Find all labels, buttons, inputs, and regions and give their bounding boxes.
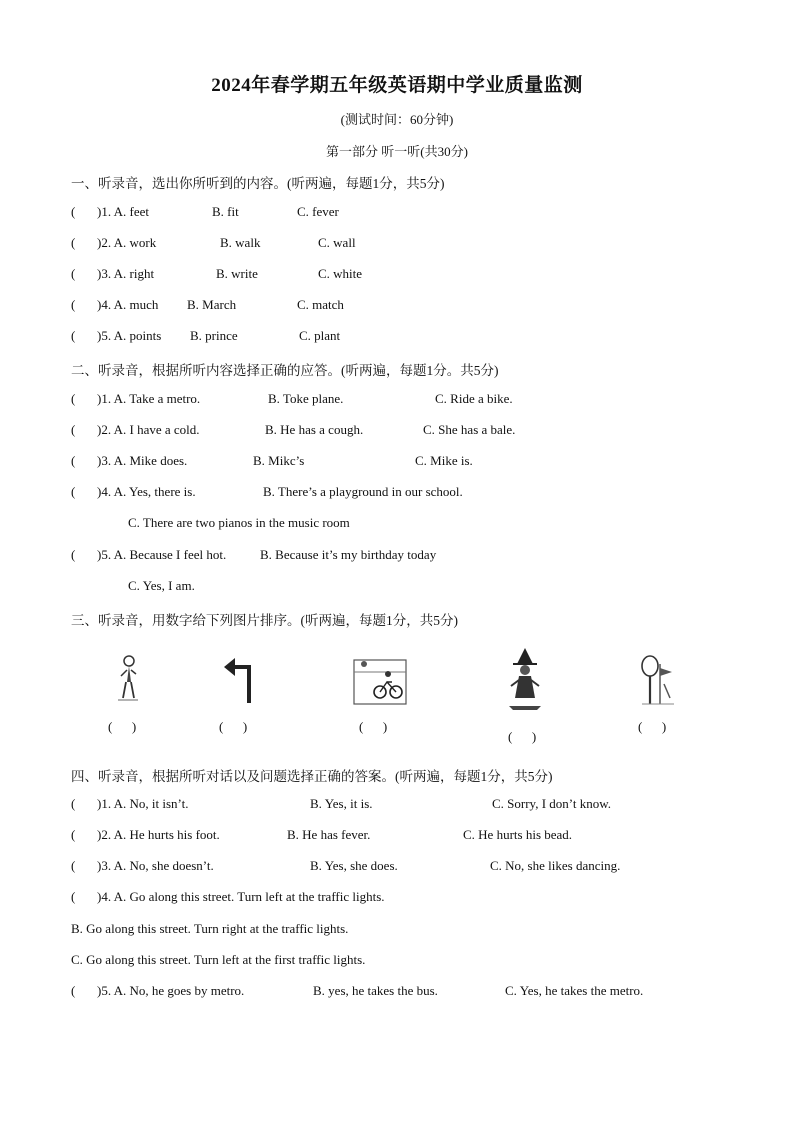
answer-bracket[interactable]: ( (71, 328, 76, 343)
option-b: B. Yes, it is. (310, 796, 373, 811)
section1-item-2 (0, 235, 794, 253)
answer-bracket[interactable]: ( (71, 484, 76, 499)
answer-bracket[interactable]: ( (71, 266, 76, 281)
option-b: B. walk (220, 235, 261, 250)
section4-item-3 (0, 858, 794, 876)
section4-item-5 (0, 983, 794, 1001)
section1-item-4 (0, 297, 794, 315)
option-c: C. He hurts his bead. (463, 827, 573, 842)
answer-bracket[interactable]: ( (71, 204, 76, 219)
option-c: C. Ride a bike. (435, 391, 513, 406)
picture-1-answer[interactable]: ( ) (108, 719, 137, 734)
option-b: B. Toke plane. (268, 391, 344, 406)
option-b: B. He has a cough. (265, 422, 364, 437)
option-b: B. write (216, 266, 258, 281)
section2-item-4 (0, 484, 794, 502)
picture-3-answer[interactable]: ( ) (359, 719, 388, 734)
option-b: B. Because it’s my birthday today (260, 547, 437, 562)
bicycle-scene-icon (350, 652, 410, 708)
option-b: B. fit (212, 204, 239, 219)
section1-item-5 (0, 328, 794, 346)
option-c: C. fever (297, 204, 339, 219)
part-one-heading: 第一部分 听一听(共30分) (326, 144, 468, 159)
option-a: )3. A. No, she doesn’t. (97, 858, 214, 873)
picture-2-answer[interactable]: ( ) (219, 719, 248, 734)
turn-left-arrow-icon (222, 655, 256, 705)
answer-bracket[interactable]: ( (71, 391, 76, 406)
option-a: )3. A. right (97, 266, 155, 281)
section4-heading: 四、听录音，根据所听对话以及问题选择正确的答案。(听两遍，每题1分，共5分) (71, 769, 553, 784)
picture-4-answer[interactable]: ( ) (508, 729, 537, 744)
option-c: C. white (318, 266, 363, 281)
section2-heading: 二、听录音，根据所听内容选择正确的应答。(听两遍，每题1分。共5分) (71, 363, 499, 378)
option-a: )5. A. points (97, 328, 162, 343)
section4-item-4-c (0, 952, 794, 970)
section1-item-3 (0, 266, 794, 284)
option-c: C. There are two pianos in the music room (128, 515, 350, 530)
answer-bracket[interactable]: ( (71, 889, 76, 904)
option-b: B. He has fever. (287, 827, 371, 842)
option-c: C. No, she likes dancing. (490, 858, 621, 873)
option-a: )4. A. Yes, there is. (97, 484, 196, 499)
section2-item-4-cont (0, 515, 794, 533)
answer-bracket[interactable]: ( (71, 297, 76, 312)
option-b: B. Yes, she does. (310, 858, 398, 873)
section2-item-3 (0, 453, 794, 471)
option-c: C. Sorry, I don’t know. (492, 796, 612, 811)
section2-item-5-cont (0, 578, 794, 596)
option-a: )4. A. Go along this street. Turn left at the traffic lights. (97, 889, 385, 904)
option-a: )4. A. much (97, 297, 159, 312)
answer-bracket[interactable]: ( (71, 858, 76, 873)
option-c: C. She has a bale. (423, 422, 516, 437)
option-b: B. Mikc’s (253, 453, 305, 468)
test-time: (测试时间：60分钟) (340, 112, 454, 127)
option-c: C. Yes, he takes the metro. (505, 983, 644, 998)
option-c: C. Go along this street. Turn left at the first traffic lights. (71, 952, 366, 967)
section2-item-5 (0, 547, 794, 565)
answer-bracket[interactable]: ( (71, 453, 76, 468)
option-b: B. There’s a playground in our school. (263, 484, 463, 499)
section4-item-4-b (0, 921, 794, 939)
option-c: C. match (297, 297, 344, 312)
option-a: )3. A. Mike does. (97, 453, 188, 468)
option-b: B. March (187, 297, 237, 312)
option-a: )1. A. No, it isn’t. (97, 796, 189, 811)
answer-bracket[interactable]: ( (71, 827, 76, 842)
option-a: )1. A. feet (97, 204, 149, 219)
option-c: C. Yes, I am. (128, 578, 195, 593)
option-b: B. yes, he takes the bus. (313, 983, 438, 998)
option-c: C. wall (318, 235, 356, 250)
section1-item-1 (0, 204, 794, 222)
option-c: C. plant (299, 328, 341, 343)
section2-item-2 (0, 422, 794, 440)
answer-bracket[interactable]: ( (71, 983, 76, 998)
section4-item-1 (0, 796, 794, 814)
option-a: )5. A. No, he goes by metro. (97, 983, 245, 998)
section1-heading: 一、听录音，选出你所听到的内容。(听两遍，每题1分，共5分) (71, 176, 445, 191)
section4-item-2 (0, 827, 794, 845)
person-figure-icon (112, 652, 142, 708)
option-b: B. Go along this street. Turn right at the traffic lights. (71, 921, 349, 936)
answer-bracket[interactable]: ( (71, 796, 76, 811)
page-title: 2024年春学期五年级英语期中学业质量监测 (211, 75, 583, 96)
option-a: )1. A. Take a metro. (97, 391, 201, 406)
tree-signpost-icon (638, 654, 678, 708)
option-c: C. Mike is. (415, 453, 473, 468)
section4-item-4 (0, 889, 794, 907)
option-a: )2. A. work (97, 235, 157, 250)
option-b: B. prince (190, 328, 238, 343)
option-a: )2. A. I have a cold. (97, 422, 200, 437)
section2-item-1 (0, 391, 794, 409)
answer-bracket[interactable]: ( (71, 422, 76, 437)
answer-bracket[interactable]: ( (71, 235, 76, 250)
answer-bracket[interactable]: ( (71, 547, 76, 562)
picture-5-answer[interactable]: ( ) (638, 719, 667, 734)
option-a: )5. A. Because I feel hot. (97, 547, 227, 562)
section3-heading: 三、听录音，用数字给下列图片排序。(听两遍，每题1分，共5分) (71, 613, 458, 628)
option-a: )2. A. He hurts his foot. (97, 827, 220, 842)
witch-figure-icon (505, 646, 545, 712)
